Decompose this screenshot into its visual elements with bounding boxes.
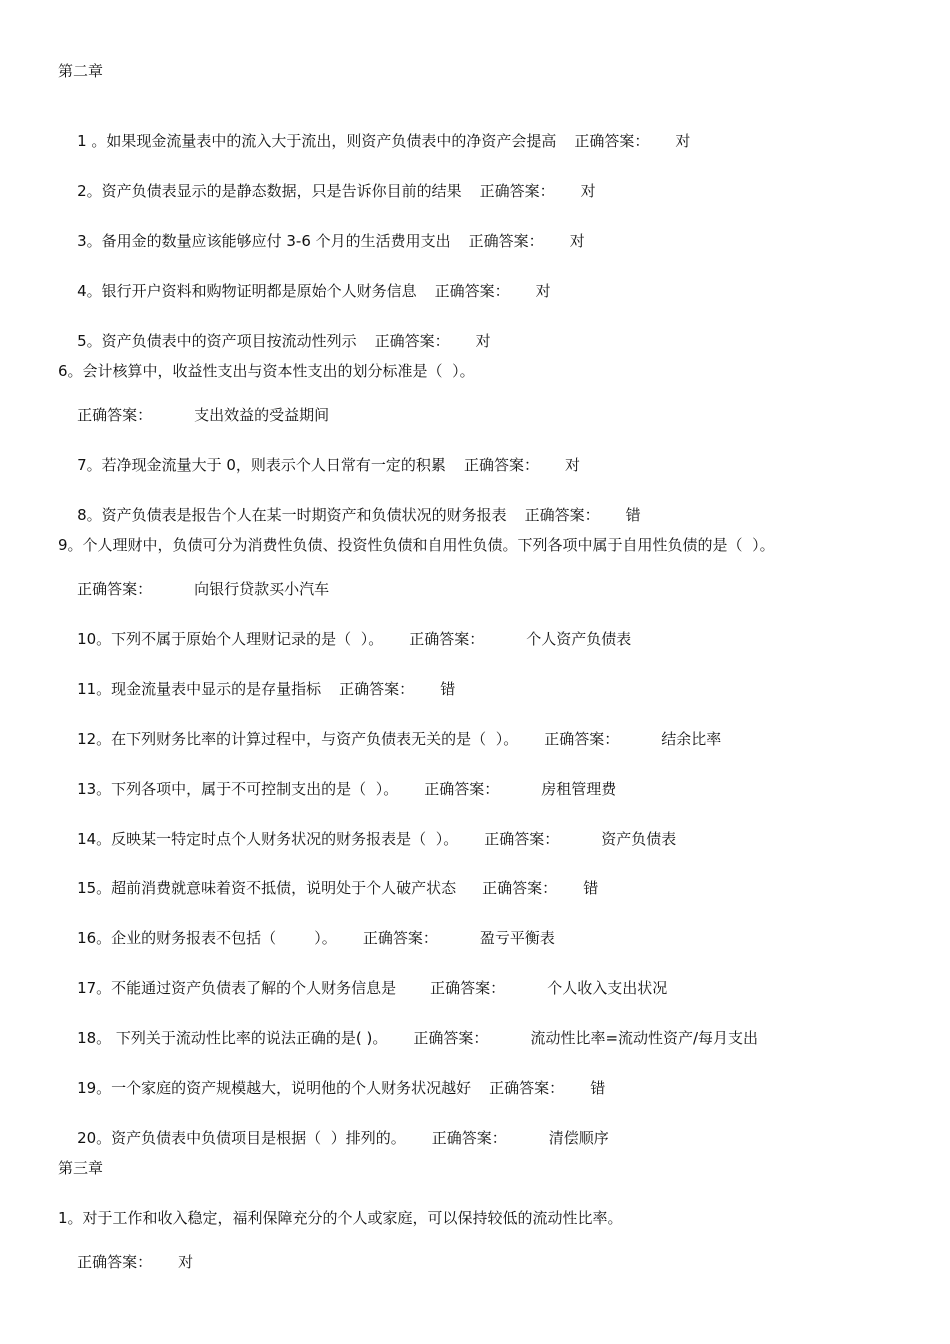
- answer-label: 正确答案：: [413, 1029, 489, 1047]
- answer-value: 对: [535, 282, 551, 300]
- question-text: 12。在下列财务比率的计算过程中，与资产负债表无关的是（ ）。: [77, 730, 519, 748]
- question-text: 17。不能通过资产负债表了解的个人财务信息是: [77, 979, 397, 997]
- answer-value: 个人资产负债表: [526, 630, 632, 648]
- answer-value: 错: [625, 506, 641, 524]
- answer-line: [58, 1232, 193, 1292]
- answer-value: 错: [583, 879, 599, 897]
- answer-value: 个人收入支出状况: [547, 979, 668, 997]
- question-text: 6。会计核算中，收益性支出与资本性支出的划分标准是（ ）。: [58, 362, 475, 380]
- answer-label: 正确答案：: [463, 456, 539, 474]
- answer-value: 对: [564, 456, 580, 474]
- answer-label: 正确答案：: [544, 730, 620, 748]
- answer-label: 正确答案：: [77, 1253, 153, 1271]
- answer-value: 对: [569, 232, 585, 250]
- answer-value: 对: [580, 182, 596, 200]
- question-text: 3。备用金的数量应该能够应付 3-6 个月的生活费用支出: [77, 232, 451, 250]
- question-text: 14。反映某一特定时点个人财务状况的财务报表是（ ）。: [77, 830, 459, 848]
- answer-label: 正确答案：: [424, 780, 500, 798]
- answer-label: 正确答案：: [482, 879, 558, 897]
- question-text: 15。超前消费就意味着资不抵债，说明处于个人破产状态: [77, 879, 457, 897]
- answer-value: 对: [178, 1253, 194, 1271]
- answer-value: 结余比率: [661, 730, 722, 748]
- answer-label: 正确答案：: [468, 232, 544, 250]
- answer-label: 正确答案：: [77, 580, 153, 598]
- answer-label: 正确答案：: [434, 282, 510, 300]
- question-text: 18。 下列关于流动性比率的说法正确的是( )。: [77, 1029, 388, 1047]
- question-text: 4。银行开户资料和购物证明都是原始个人财务信息: [77, 282, 417, 300]
- question-text: 7。若净现金流量大于 0，则表示个人日常有一定的积累: [77, 456, 446, 474]
- question-text: 20。资产负债表中负债项目是根据（ ）排列的。: [77, 1129, 406, 1147]
- answer-label: 正确答案：: [524, 506, 600, 524]
- answer-label: 正确答案：: [362, 929, 438, 947]
- answer-label: 正确答案：: [374, 332, 450, 350]
- answer-label: 正确答案：: [479, 182, 555, 200]
- question-text: 5。资产负债表中的资产项目按流动性列示: [77, 332, 357, 350]
- answer-value: 房租管理费: [541, 780, 617, 798]
- answer-value: 对: [475, 332, 491, 350]
- answer-label: 正确答案：: [484, 830, 560, 848]
- question-text: 8。资产负债表是报告个人在某一时期资产和负债状况的财务报表: [77, 506, 507, 524]
- answer-value: 对: [675, 132, 691, 150]
- question-text: 11。现金流量表中显示的是存量指标: [77, 680, 322, 698]
- question-text: 9。个人理财中，负债可分为消费性负债、投资性负债和自用性负债。下列各项中属于自用性负债的是（ ）。: [58, 536, 775, 554]
- question-text: 16。企业的财务报表不包括（ ）。: [77, 929, 337, 947]
- answer-value: 支出效益的受益期间: [194, 406, 330, 424]
- answer-label: 正确答案：: [77, 406, 153, 424]
- answer-value: 向银行贷款买小汽车: [194, 580, 330, 598]
- answer-value: 错: [590, 1079, 606, 1097]
- answer-value: 错: [440, 680, 456, 698]
- answer-label: 正确答案：: [431, 1129, 507, 1147]
- chapter-heading: 第二章: [58, 62, 104, 80]
- question-text: 19。一个家庭的资产规模越大，说明他的个人财务状况越好: [77, 1079, 472, 1097]
- question-text: 13。下列各项中，属于不可控制支出的是（ ）。: [77, 780, 399, 798]
- question-text: 1。对于工作和收入稳定，福利保障充分的个人或家庭，可以保持较低的流动性比率。: [58, 1209, 623, 1227]
- answer-value: 流动性比率=流动性资产/每月支出: [530, 1029, 759, 1047]
- answer-label: 正确答案：: [574, 132, 650, 150]
- question-item: [58, 1108, 609, 1168]
- answer-value: 清偿顺序: [548, 1129, 609, 1147]
- answer-label: 正确答案：: [339, 680, 415, 698]
- answer-value: 盈亏平衡表: [479, 929, 555, 947]
- question-text: 1 。如果现金流量表中的流入大于流出，则资产负债表中的净资产会提高: [77, 132, 557, 150]
- answer-label: 正确答案：: [430, 979, 506, 997]
- answer-label: 正确答案：: [489, 1079, 565, 1097]
- question-text: 10。下列不属于原始个人理财记录的是（ ）。: [77, 630, 384, 648]
- answer-value: 资产负债表: [601, 830, 677, 848]
- chapter-heading: 第三章: [58, 1159, 104, 1177]
- question-text: 2。资产负债表显示的是静态数据，只是告诉你目前的结果: [77, 182, 462, 200]
- answer-label: 正确答案：: [409, 630, 485, 648]
